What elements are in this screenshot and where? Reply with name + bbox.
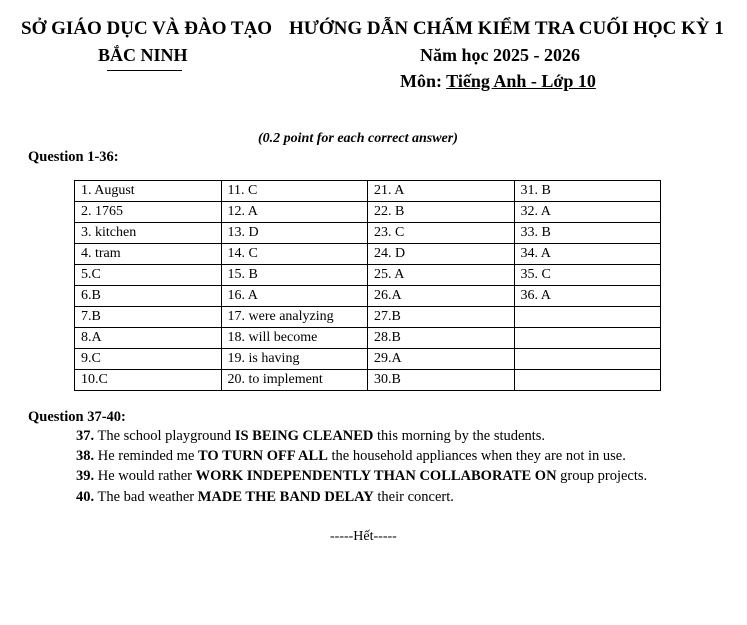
school-year: Năm học 2025 - 2026 bbox=[420, 45, 580, 65]
table-row bbox=[75, 286, 661, 307]
table-row bbox=[75, 265, 661, 286]
province-name: BẮC NINH bbox=[98, 45, 188, 65]
answer-cell bbox=[514, 370, 660, 391]
question-number: 37. bbox=[76, 428, 95, 444]
answer-cell: 7.B bbox=[75, 307, 222, 328]
table-row bbox=[75, 349, 661, 370]
table-row bbox=[75, 244, 661, 265]
answer-cell: 26.A bbox=[368, 286, 514, 307]
question-number: 39. bbox=[76, 468, 95, 484]
answer-cell: 16. A bbox=[221, 286, 368, 307]
table-row bbox=[75, 307, 661, 328]
sentence-text: The bad weather bbox=[94, 489, 198, 505]
answer-cell: 27.B bbox=[368, 307, 514, 328]
answer-cell: 4. tram bbox=[75, 244, 222, 265]
header-divider bbox=[107, 70, 182, 71]
subject-line bbox=[400, 71, 596, 92]
answer-cell: 32. A bbox=[514, 202, 660, 223]
answer-cell bbox=[514, 307, 660, 328]
table-row bbox=[75, 370, 661, 391]
answer-cell: 22. B bbox=[368, 202, 514, 223]
answer-cell: 24. D bbox=[368, 244, 514, 265]
answer-cell: 29.A bbox=[368, 349, 514, 370]
scoring-note: (0.2 point for each correct answer) bbox=[258, 131, 458, 146]
answer-cell: 33. B bbox=[514, 223, 660, 244]
answer-cell: 34. A bbox=[514, 244, 660, 265]
rewrite-sentence bbox=[76, 448, 626, 465]
answer-cell: 1. August bbox=[75, 181, 222, 202]
answer-key-phrase: TO TURN OFF ALL bbox=[198, 448, 328, 464]
answer-table bbox=[74, 180, 661, 391]
answer-cell: 17. were analyzing bbox=[221, 307, 368, 328]
subject-value: Tiếng Anh - Lớp 10 bbox=[446, 71, 596, 91]
document-title: HƯỚNG DẪN CHẤM KIỂM TRA CUỐI HỌC KỲ 1 bbox=[289, 18, 724, 39]
table-row bbox=[75, 181, 661, 202]
answer-key-phrase: IS BEING CLEANED bbox=[234, 428, 374, 444]
sentence-text: He reminded me bbox=[94, 448, 199, 464]
rewrite-sentence bbox=[76, 489, 454, 506]
rewrite-sentence bbox=[76, 428, 545, 445]
answer-cell: 28.B bbox=[368, 328, 514, 349]
answer-cell: 25. A bbox=[368, 265, 514, 286]
section-label-1-36: Question 1-36: bbox=[28, 149, 119, 165]
table-row bbox=[75, 223, 661, 244]
answer-cell: 30.B bbox=[368, 370, 514, 391]
sentence-text: the household appliances when they are not in use. bbox=[327, 448, 626, 464]
answer-cell: 8.A bbox=[75, 328, 222, 349]
answer-key-phrase: MADE THE BAND DELAY bbox=[197, 489, 374, 505]
answer-cell: 23. C bbox=[368, 223, 514, 244]
table-row bbox=[75, 202, 661, 223]
rewrite-sentence bbox=[76, 468, 647, 485]
answer-cell: 18. will become bbox=[221, 328, 368, 349]
answer-cell: 36. A bbox=[514, 286, 660, 307]
section-label-37-40: Question 37-40: bbox=[28, 409, 126, 425]
answer-cell: 20. to implement bbox=[221, 370, 368, 391]
department-name: SỞ GIÁO DỤC VÀ ĐÀO TẠO bbox=[21, 18, 273, 39]
answer-cell: 13. D bbox=[221, 223, 368, 244]
answer-cell: 12. A bbox=[221, 202, 368, 223]
sentence-text: He would rather bbox=[94, 468, 196, 484]
answer-cell: 9.C bbox=[75, 349, 222, 370]
answer-cell: 14. C bbox=[221, 244, 368, 265]
answer-cell: 35. C bbox=[514, 265, 660, 286]
question-number: 38. bbox=[76, 448, 95, 464]
table-row bbox=[75, 328, 661, 349]
answer-key-phrase: WORK INDEPENDENTLY THAN COLLABORATE ON bbox=[195, 468, 557, 484]
answer-cell bbox=[514, 349, 660, 370]
sentence-text: their concert. bbox=[373, 489, 454, 505]
answer-cell: 21. A bbox=[368, 181, 514, 202]
answer-cell: 2. 1765 bbox=[75, 202, 222, 223]
sentence-text: group projects. bbox=[556, 468, 648, 484]
answer-cell: 11. C bbox=[221, 181, 368, 202]
answer-cell: 3. kitchen bbox=[75, 223, 222, 244]
question-number: 40. bbox=[76, 489, 95, 505]
answer-cell bbox=[514, 328, 660, 349]
answer-cell: 5.C bbox=[75, 265, 222, 286]
answer-cell: 31. B bbox=[514, 181, 660, 202]
subject-prefix: Môn: bbox=[400, 71, 447, 91]
end-mark: -----Hết----- bbox=[330, 529, 397, 544]
answer-cell: 15. B bbox=[221, 265, 368, 286]
sentence-text: The school playground bbox=[94, 428, 235, 444]
answer-cell: 6.B bbox=[75, 286, 222, 307]
answer-cell: 19. is having bbox=[221, 349, 368, 370]
answer-cell: 10.C bbox=[75, 370, 222, 391]
sentence-text: this morning by the students. bbox=[373, 428, 545, 444]
